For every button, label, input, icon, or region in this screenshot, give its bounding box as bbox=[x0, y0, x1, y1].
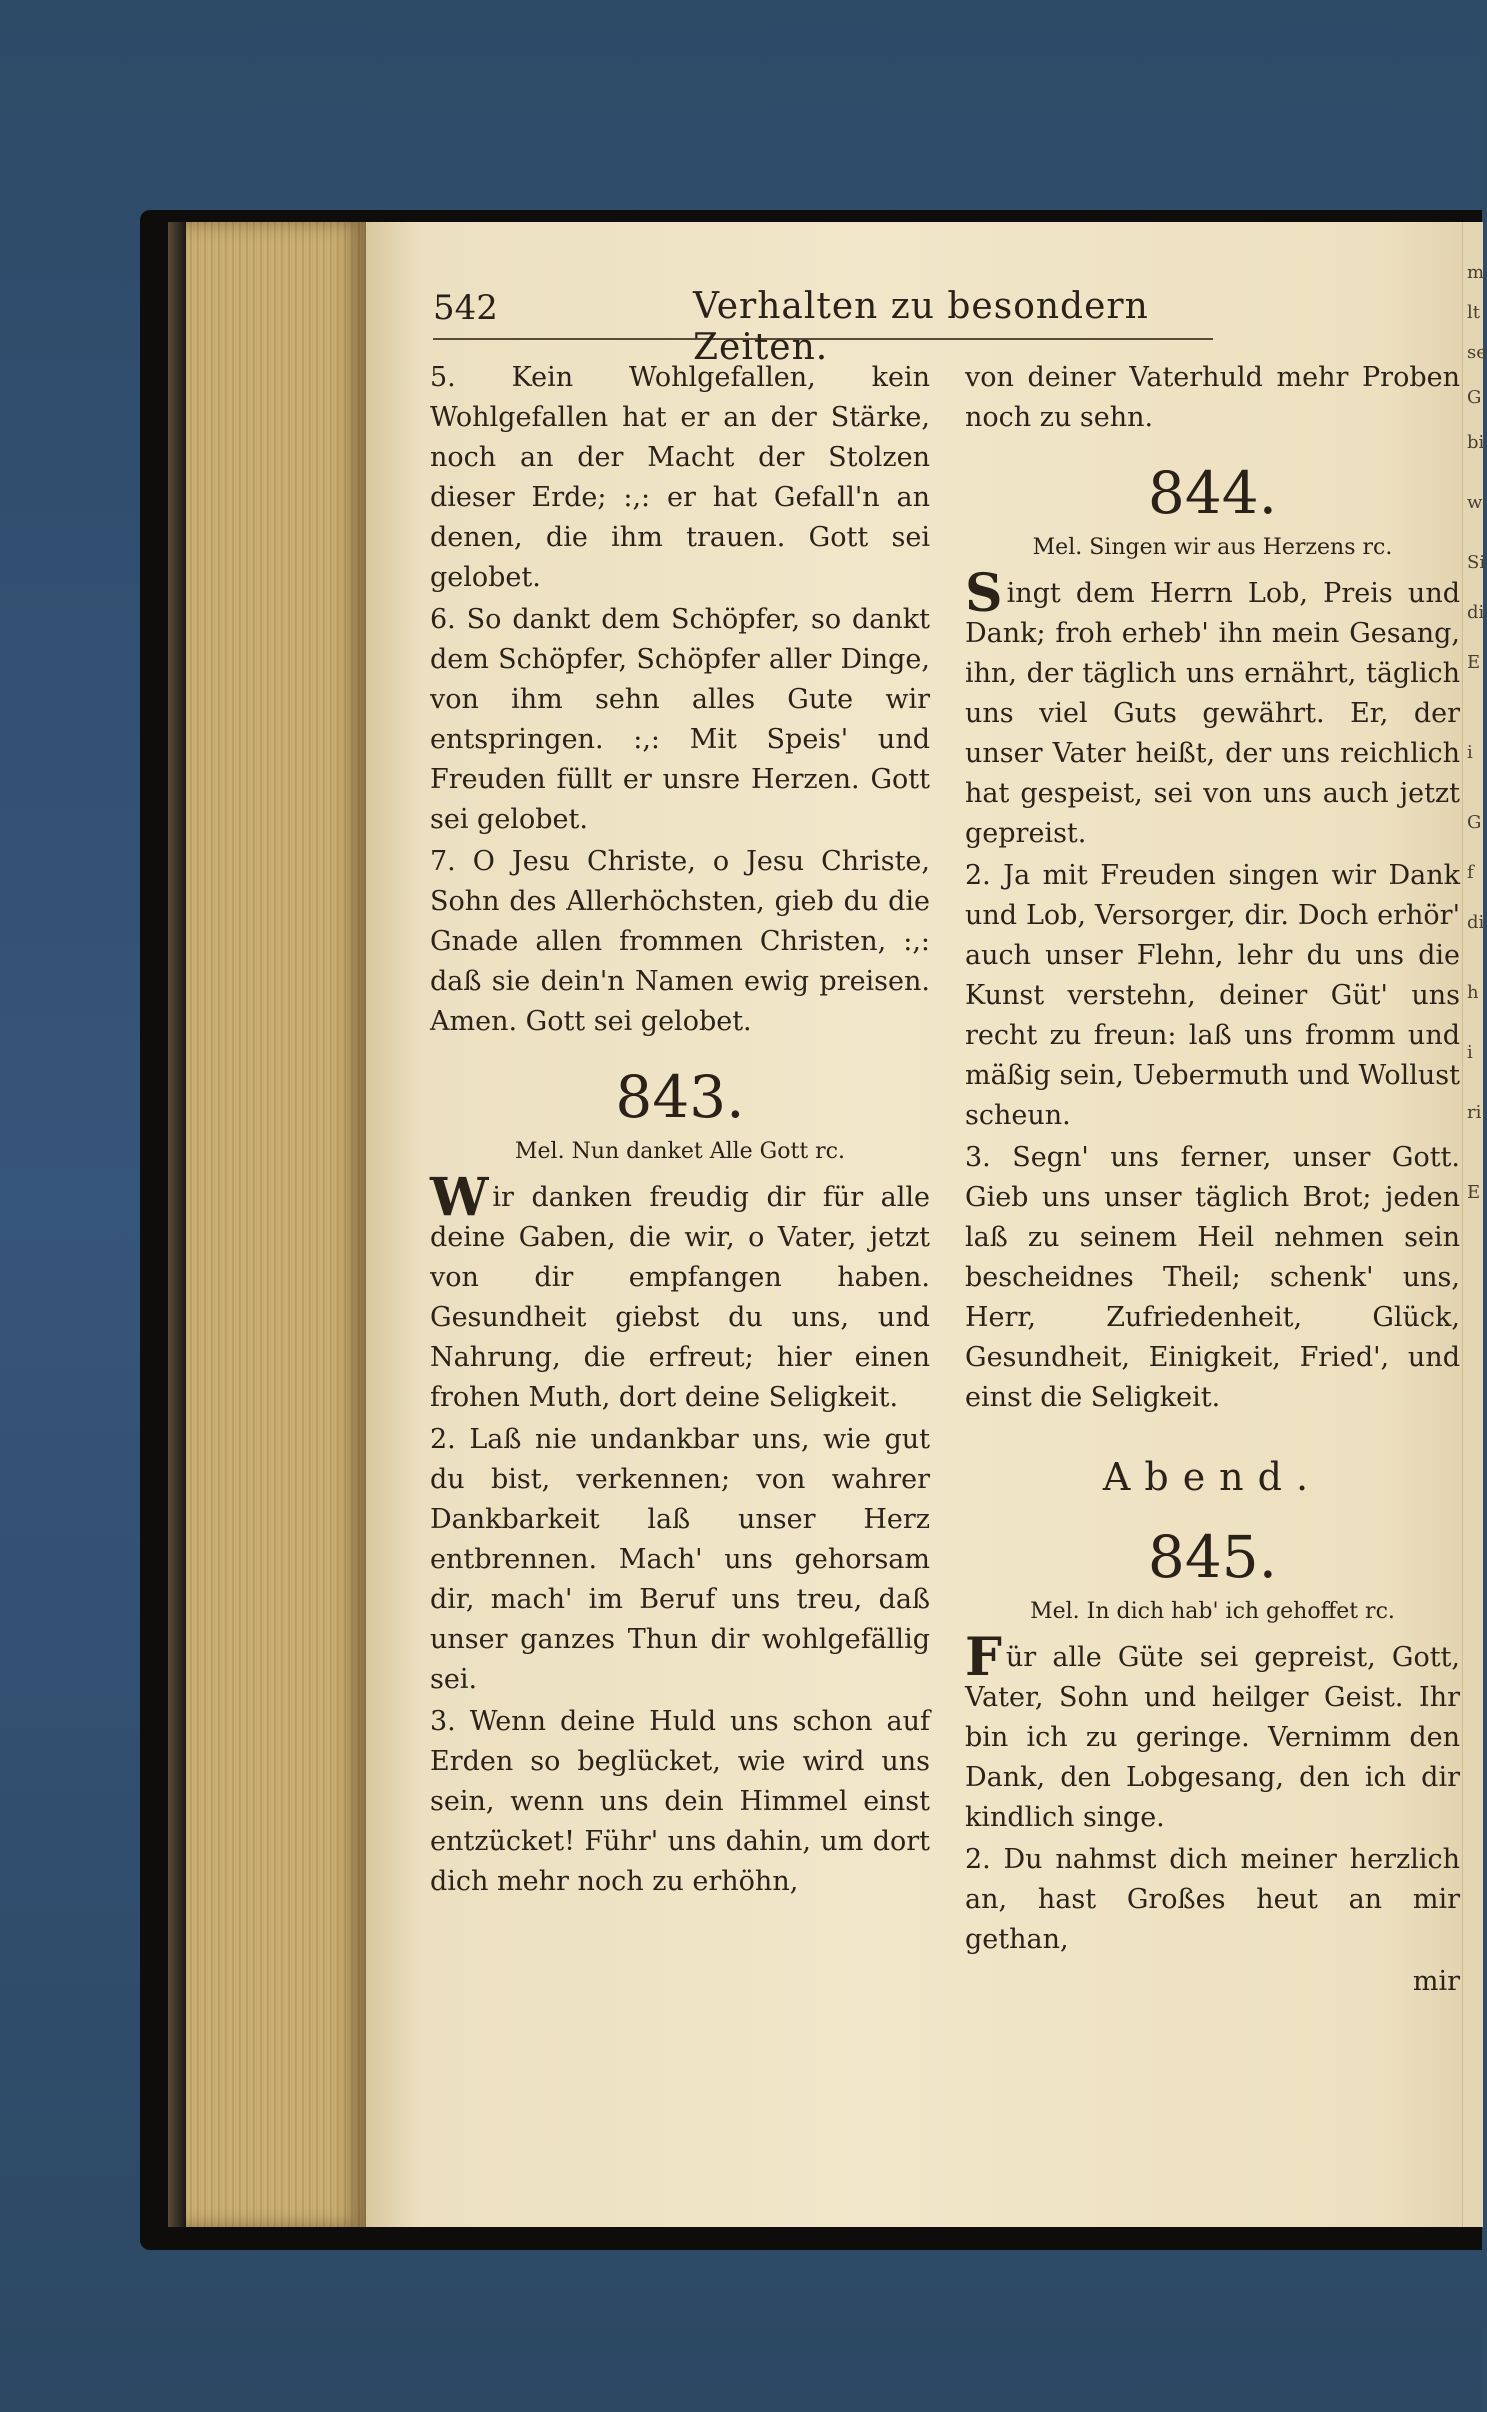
facing-fragment: E bbox=[1467, 1182, 1481, 1203]
verse-text: ingt dem Herrn Lob, Preis und Dank; froh erheb' ihn mein Gesang, ihn, der täglich uns ernährt, täglich uns viel Guts gewährt. Er, der unser Vater heißt, der uns reichlich hat gespeist, sei von uns auch jetzt gepreist. bbox=[965, 578, 1460, 849]
book-spine-edge bbox=[168, 222, 186, 2227]
page-header bbox=[433, 286, 1213, 368]
verse: 2. Du nahmst dich meiner herzlich an, hast Großes heut an mir gethan, bbox=[965, 1844, 1460, 1955]
verse: 7. O Jesu Christe, o Jesu Christe, Sohn des Allerhöchsten, gieb du die Gnade allen frommen Christen, :,: daß sie dein'n Namen ewig preisen. Amen. Gott sei gelobet. bbox=[430, 846, 930, 1037]
running-title: Verhalten zu besondern Zeiten. bbox=[693, 286, 1149, 368]
facing-page-edge bbox=[1462, 222, 1487, 2227]
verse-continuation: von deiner Vaterhuld mehr Proben noch zu sehn. bbox=[965, 362, 1460, 433]
facing-fragment: Si bbox=[1467, 552, 1486, 573]
facing-fragment: bi bbox=[1467, 432, 1485, 453]
facing-fragment: ri bbox=[1467, 1102, 1482, 1123]
facing-fragment: E bbox=[1467, 652, 1481, 673]
catchword: mir bbox=[1412, 1966, 1460, 1997]
facing-fragment: f bbox=[1467, 862, 1474, 883]
facing-fragment: i bbox=[1467, 1042, 1473, 1063]
facing-fragment: m bbox=[1467, 262, 1485, 283]
drop-cap: F bbox=[965, 1627, 1002, 1688]
verse bbox=[430, 1167, 930, 1418]
facing-fragment: lt bbox=[1467, 302, 1480, 323]
verse-text: ür alle Güte sei gepreist, Gott, Vater, Sohn und heilger Geist. Ihr bin ich zu geringe. Vernimm den Dank, den Lobgesang, den ich dir kindlich singe. bbox=[965, 1642, 1460, 1833]
melody-line: Mel. Singen wir aus Herzens rc. bbox=[1032, 535, 1393, 560]
page-fore-edge bbox=[186, 222, 366, 2227]
verse: 6. So dankt dem Schöpfer, so dankt dem Schöpfer, Schöpfer aller Dinge, von ihm sehn alles Gute wir entspringen. :,: Mit Speis' und Freuden füllt er unsre Herzen. Gott sei gelobet. bbox=[430, 604, 930, 835]
facing-fragment: G bbox=[1467, 387, 1482, 408]
facing-fragment: di bbox=[1467, 912, 1485, 933]
drop-cap: S bbox=[965, 563, 1003, 624]
facing-fragment: G bbox=[1467, 812, 1482, 833]
verse: 2. Ja mit Freuden singen wir Dank und Lob, Versorger, dir. Doch erhör' auch unser Flehn, lehr du uns die Kunst verstehn, deiner Güt' uns recht zu freun: laß uns fromm und mäßig sein, Uebermuth und Wollust scheun. bbox=[965, 860, 1460, 1131]
section-heading: Abend. bbox=[1102, 1455, 1323, 1499]
right-column bbox=[965, 358, 1460, 2004]
melody-line: Mel. Nun danket Alle Gott rc. bbox=[515, 1139, 845, 1164]
verse bbox=[965, 563, 1460, 854]
verse bbox=[965, 1627, 1460, 1838]
verse: 3. Wenn deine Huld uns schon auf Erden so beglücket, wie wird uns sein, wenn uns dein Himmel einst entzücket! Führ' uns dahin, um dort dich mehr noch zu erhöhn, bbox=[430, 1706, 930, 1897]
verse-text: ir danken freudig dir für alle deine Gaben, die wir, o Vater, jetzt von dir empfangen haben. Gesundheit giebst du uns, und Nahrung, die erfreut; hier einen frohen Muth, dort deine Seligkeit. bbox=[430, 1182, 930, 1413]
hymn-number: 843. bbox=[615, 1063, 745, 1131]
facing-fragment: se bbox=[1467, 342, 1487, 363]
hymn-number: 845. bbox=[1147, 1523, 1278, 1591]
melody-line: Mel. In dich hab' ich gehoffet rc. bbox=[1030, 1599, 1395, 1624]
drop-cap: W bbox=[430, 1167, 489, 1228]
left-column bbox=[430, 358, 930, 1904]
facing-fragment: w bbox=[1467, 492, 1483, 513]
hymn-number: 844. bbox=[1147, 459, 1278, 527]
page-number: 542 bbox=[433, 288, 498, 328]
verse: 3. Segn' uns ferner, unser Gott. Gieb uns unser täglich Brot; jeden laß zu seinem Heil nehmen sein bescheidnes Theil; schenk' uns, Herr, Zufriedenheit, Glück, Gesundheit, Einigkeit, Fried', und einst die Seligkeit. bbox=[965, 1142, 1460, 1413]
facing-fragment: i bbox=[1467, 742, 1473, 763]
verse: 5. Kein Wohlgefallen, kein Wohlgefallen hat er an der Stärke, noch an der Macht der Stolzen dieser Erde; :,: er hat Gefall'n an denen, die ihm trauen. Gott sei gelobet. bbox=[430, 362, 930, 593]
facing-fragment: h bbox=[1467, 982, 1479, 1003]
verse: 2. Laß nie undankbar uns, wie gut du bist, verkennen; von wahrer Dankbarkeit laß unser Herz entbrennen. Mach' uns gehorsam dir, mach' im Beruf uns treu, daß unser ganzes Thun dir wohlgefällig sei. bbox=[430, 1424, 930, 1695]
facing-fragment: di bbox=[1467, 602, 1485, 623]
